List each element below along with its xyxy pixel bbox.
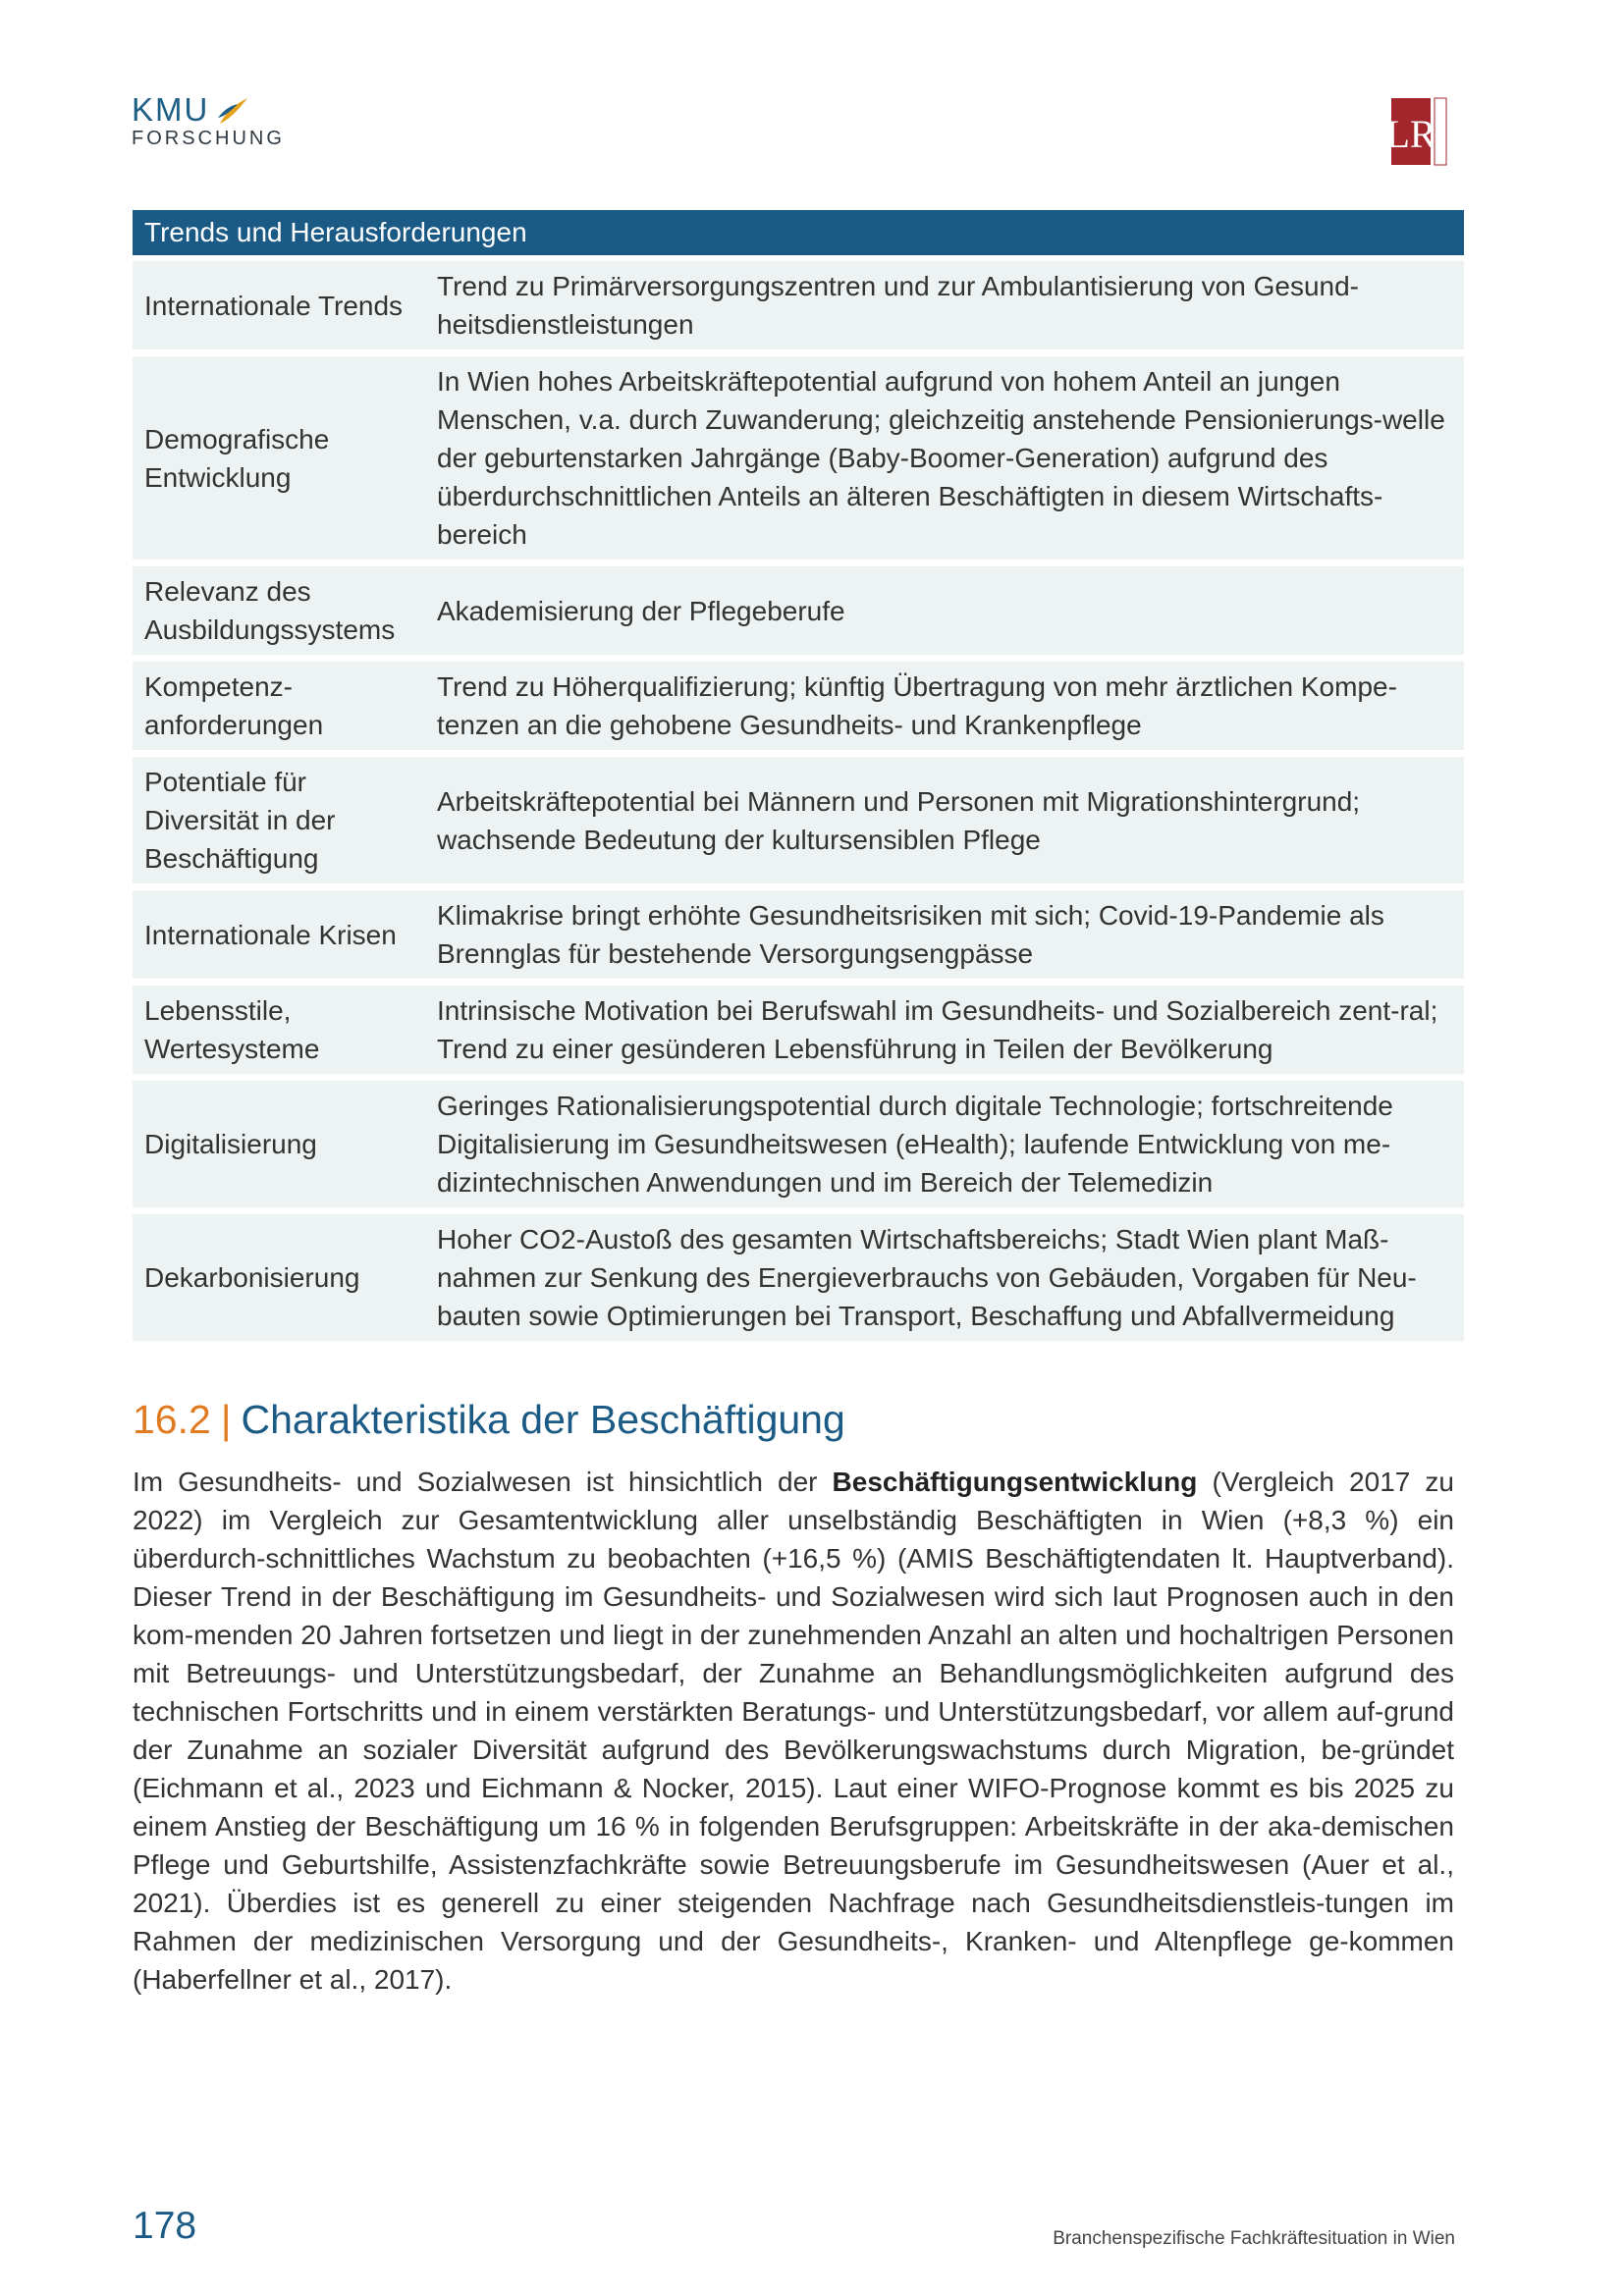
logo-lr-text: LR	[1385, 112, 1436, 156]
row-value: Trend zu Höherqualifizierung; künftig Übertragung von mehr ärztlichen Kompe-tenzen an die gehobene Gesundheits- und Krankenpflege	[437, 671, 1397, 740]
table-row	[133, 890, 1464, 979]
leaf-icon	[216, 96, 249, 126]
row-label: Dekarbonisierung	[144, 1262, 360, 1293]
row-value: In Wien hohes Arbeitskräftepotential aufgrund von hohem Anteil an jungen Menschen, v.a. durch Zuwanderung; gleichzeitig anstehende Pensionierungs-welle der geburtenstarken Jahrgänge (Baby-Boomer-Generation) aufgrund des überdurchschnittlichen Anteils an älteren Beschäftigten in diesem Wirtschafts-bereich	[437, 366, 1445, 550]
logo-forschung-text: FORSCHUNG	[132, 128, 285, 149]
table-heading: Trends und Herausforderungen	[133, 210, 1464, 255]
section-separator: |	[220, 1397, 232, 1442]
table-row	[133, 1081, 1464, 1207]
table-row	[133, 662, 1464, 750]
row-label: Digitalisierung	[144, 1129, 317, 1159]
table-row	[133, 566, 1464, 655]
table-row	[133, 1214, 1464, 1341]
body-paragraph	[133, 1463, 1454, 1999]
body-bold-term: Beschäftigungsentwicklung	[832, 1467, 1198, 1497]
section-heading	[133, 1394, 845, 1445]
footer-doc-title: Branchenspezifische Fachkräftesituation in Wien	[1053, 2228, 1455, 2249]
l-and-r-logo	[1385, 96, 1450, 167]
row-label: Potentiale für Diversität in der Beschäftigung	[144, 767, 336, 874]
logo-kmu-text: KMU	[132, 91, 210, 128]
section-number: 16.2	[133, 1397, 211, 1442]
table-row	[133, 356, 1464, 560]
row-value: Hoher CO2-Austoß des gesamten Wirtschaftsbereichs; Stadt Wien plant Maß-nahmen zur Senkung des Energieverbrauchs von Gebäuden, Vorgaben für Neu-bauten sowie Optimierungen bei Transport, Beschaffung und Abfallvermeidung	[437, 1224, 1417, 1331]
row-value: Arbeitskräftepotential bei Männern und Personen mit Migrationshintergrund; wachsende Bedeutung der kultursensiblen Pflege	[437, 785, 1361, 855]
row-value: Klimakrise bringt erhöhte Gesundheitsrisiken mit sich; Covid-19-Pandemie als Brennglas für bestehende Versorgungsengpässe	[437, 900, 1384, 969]
section-title: Charakteristika der Beschäftigung	[241, 1397, 845, 1442]
body-intro: Im Gesundheits- und Sozialwesen ist hinsichtlich der	[133, 1467, 833, 1497]
table-row	[133, 261, 1464, 349]
row-value: Intrinsische Motivation bei Berufswahl im Gesundheits- und Sozialbereich zent-ral; Trend zu einer gesünderen Lebensführung in Teilen der Bevölkerung	[437, 995, 1438, 1064]
row-label: Internationale Krisen	[144, 919, 397, 950]
row-label: Demografische Entwicklung	[144, 423, 330, 493]
table-row	[133, 986, 1464, 1074]
row-label: Internationale Trends	[144, 290, 404, 321]
row-value: Akademisierung der Pflegeberufe	[437, 595, 845, 626]
body-rest: (Vergleich 2017 zu 2022) im Vergleich zur Gesamtentwicklung aller unselbständig Beschäftigten in Wien (+8,3 %) ein überdurch-schnittliches Wachstum zu beobachten (+16,5 %) (AMIS Beschäftigtendaten lt. Hauptverband). Dieser Trend in der Beschäftigung im Gesundheits- und Sozialwesen wird sich laut Prognosen auch in den kom-menden 20 Jahren fortsetzen und liegt in der zunehmenden Anzahl an alten und hochaltrigen Personen mit Betreuungs- und Unterstützungsbedarf, der Zunahme an Behandlungsmöglichkeiten aufgrund des technischen Fortschritts und in einem verstärkten Beratungs- und Unterstützungsbedarf, vor allem auf-grund der Zunahme an sozialer Diversität aufgrund des Bevölkerungswachstums durch Migration, be-gründet (Eichmann et al., 2023 und Eichmann & Nocker, 2015). Laut einer WIFO-Prognose kommt es bis 2025 zu einem Anstieg der Beschäftigung um 16 % in folgenden Berufsgruppen: Arbeitskräfte in der aka-demischen Pflege und Geburtshilfe, Assistenzfachkräfte sowie Betreuungsberufe im Gesundheitswesen (Auer et al., 2021). Überdies ist es generell zu einer steigenden Nachfrage nach Gesundheitsdienstleis-tungen im Rahmen der medizinischen Versorgung und der Gesundheits-, Kranken- und Altenpflege ge-kommen (Haberfellner et al., 2017).	[133, 1467, 1454, 1995]
row-label: Relevanz des Ausbildungssystems	[144, 576, 396, 645]
row-label: Kompetenz-anforderungen	[144, 671, 324, 740]
page-number: 178	[133, 2205, 197, 2247]
row-label: Lebensstile, Wertesysteme	[144, 995, 320, 1064]
row-value: Geringes Rationalisierungspotential durch digitale Technologie; fortschreitende Digitalisierung im Gesundheitswesen (eHealth); laufende Entwicklung von me-dizintechnischen Anwendungen und im Bereich der Telemedizin	[437, 1091, 1393, 1198]
trends-table	[133, 261, 1464, 1348]
table-row	[133, 757, 1464, 883]
kmu-forschung-logo	[132, 92, 328, 161]
row-value: Trend zu Primärversorgungszentren und zur Ambulantisierung von Gesund-heitsdienstleistungen	[437, 271, 1359, 340]
